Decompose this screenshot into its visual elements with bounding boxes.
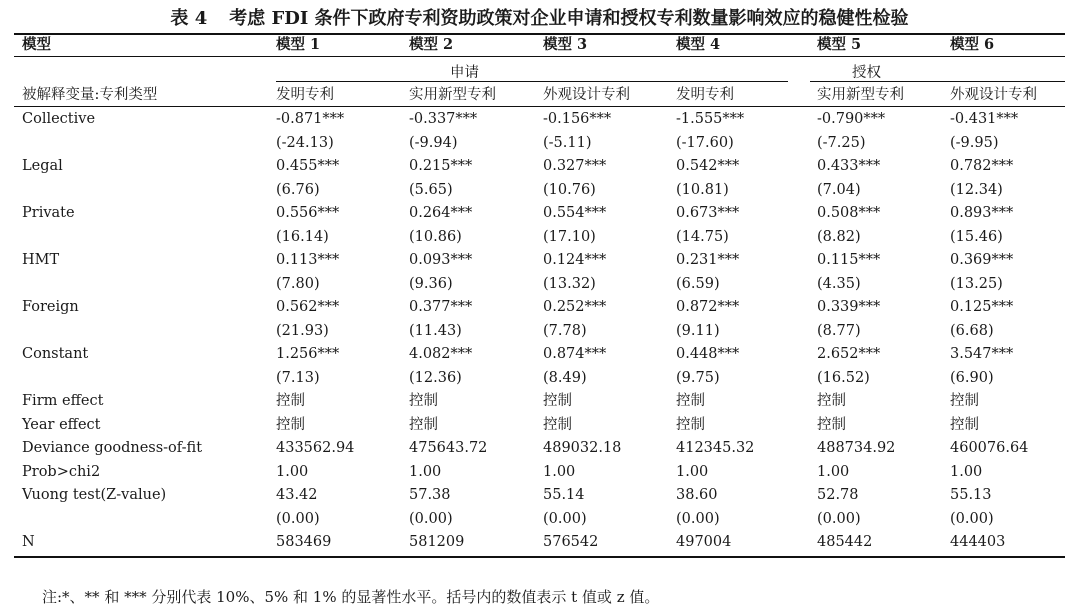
table-cell: 0.673*** (676, 205, 740, 221)
table-cell: 0.782*** (950, 158, 1014, 174)
table-cell: (13.32) (543, 276, 596, 292)
header-model-label: 模型 (22, 36, 51, 53)
table-cell: 43.42 (276, 487, 318, 503)
table-cell: 1.00 (276, 464, 309, 480)
table-cell: 55.13 (950, 487, 992, 503)
table-cell: (7.13) (276, 370, 320, 386)
table-cell: (8.77) (817, 323, 861, 339)
table-cell: 控制 (676, 417, 705, 433)
table-cell: 460076.64 (950, 440, 1029, 456)
table-cell: (13.25) (950, 276, 1003, 292)
table-cell: (-5.11) (543, 135, 592, 151)
table-cell: 0.093*** (409, 252, 473, 268)
table-cell: 0.455*** (276, 158, 340, 174)
table-cell: (7.80) (276, 276, 320, 292)
table-cell: (-9.94) (409, 135, 458, 151)
table-cell: (9.11) (676, 323, 720, 339)
table-cell: 55.14 (543, 487, 585, 503)
group-application: 申请 (450, 65, 479, 81)
table-cell: 576542 (543, 534, 599, 550)
header-rule (14, 56, 1065, 57)
table-cell: (16.14) (276, 229, 329, 245)
row-label: Legal (22, 158, 63, 174)
table-cell: (0.00) (543, 511, 587, 527)
table-cell: 0.113*** (276, 252, 340, 268)
table-cell: (-7.25) (817, 135, 866, 151)
header-model-2: 模型 2 (409, 36, 454, 53)
header-model-6: 模型 6 (950, 36, 995, 53)
patent-type-6: 外观设计专利 (950, 87, 1037, 103)
table-cell: 0.215*** (409, 158, 473, 174)
table-cell: (0.00) (276, 511, 320, 527)
table-cell: (-24.13) (276, 135, 334, 151)
table-cell: (17.10) (543, 229, 596, 245)
table-cell: 0.433*** (817, 158, 881, 174)
table-cell: 3.547*** (950, 346, 1014, 362)
header-model-5: 模型 5 (817, 36, 862, 53)
table-cell: (12.34) (950, 182, 1003, 198)
table-cell: (6.90) (950, 370, 994, 386)
table-cell: (7.04) (817, 182, 861, 198)
table-cell: 0.231*** (676, 252, 740, 268)
row-label: Constant (22, 346, 89, 362)
table-cell: 控制 (950, 393, 979, 409)
table-cell: 0.327*** (543, 158, 607, 174)
row-label: Vuong test(Z-value) (22, 487, 167, 503)
table-cell: (10.81) (676, 182, 729, 198)
patent-type-5: 实用新型专利 (817, 87, 904, 103)
row-label: N (22, 534, 35, 550)
table-cell: 444403 (950, 534, 1006, 550)
table-cell: 0.448*** (676, 346, 740, 362)
subheader-label: 被解释变量:专利类型 (22, 87, 158, 103)
group-rule-application (276, 81, 788, 82)
table-cell: 控制 (276, 417, 305, 433)
table-cell: (12.36) (409, 370, 462, 386)
patent-type-3: 外观设计专利 (543, 87, 630, 103)
table-cell: (7.78) (543, 323, 587, 339)
table-cell: 1.00 (409, 464, 442, 480)
table-cell: 0.369*** (950, 252, 1014, 268)
table-cell: 1.00 (950, 464, 983, 480)
table-cell: 2.652*** (817, 346, 881, 362)
table-cell: -0.871*** (276, 111, 345, 127)
table-cell: (11.43) (409, 323, 462, 339)
row-label: Collective (22, 111, 96, 127)
table-cell: -0.156*** (543, 111, 612, 127)
table-cell: (10.86) (409, 229, 462, 245)
table-cell: 控制 (676, 393, 705, 409)
table-cell: 控制 (817, 393, 846, 409)
table-cell: 0.874*** (543, 346, 607, 362)
patent-type-1: 发明专利 (276, 87, 334, 103)
table-cell: (9.75) (676, 370, 720, 386)
bottom-rule (14, 556, 1065, 558)
row-label: Private (22, 205, 75, 221)
table-cell: 控制 (409, 417, 438, 433)
table-cell: 583469 (276, 534, 332, 550)
table-cell: 1.00 (543, 464, 576, 480)
table-cell: 412345.32 (676, 440, 755, 456)
group-grant: 授权 (852, 65, 881, 81)
header-model-1: 模型 1 (276, 36, 321, 53)
table-cell: (9.36) (409, 276, 453, 292)
table-cell: (0.00) (950, 511, 994, 527)
table-cell: (21.93) (276, 323, 329, 339)
table-cell: 控制 (950, 417, 979, 433)
table-cell: (-9.95) (950, 135, 999, 151)
table-cell: (16.52) (817, 370, 870, 386)
table-cell: 0.554*** (543, 205, 607, 221)
table-cell: 1.00 (676, 464, 709, 480)
table-cell: (0.00) (817, 511, 861, 527)
table-cell: 475643.72 (409, 440, 488, 456)
table-cell: (6.68) (950, 323, 994, 339)
table-cell: 0.339*** (817, 299, 881, 315)
table-cell: (4.35) (817, 276, 861, 292)
subheader-rule (14, 106, 1065, 107)
table-title (0, 4, 1079, 30)
table-cell: -1.555*** (676, 111, 745, 127)
table-cell: 0.508*** (817, 205, 881, 221)
table-cell: 0.377*** (409, 299, 473, 315)
table-cell: 1.256*** (276, 346, 340, 362)
header-model-3: 模型 3 (543, 36, 588, 53)
table-cell: 52.78 (817, 487, 859, 503)
table-cell: 控制 (276, 393, 305, 409)
top-rule (14, 33, 1065, 35)
table-cell: 0.115*** (817, 252, 881, 268)
patent-type-4: 发明专利 (676, 87, 734, 103)
table-cell: 497004 (676, 534, 732, 550)
table-cell: 0.556*** (276, 205, 340, 221)
table-cell: (0.00) (676, 511, 720, 527)
table-cell: 38.60 (676, 487, 718, 503)
table-cell: (-17.60) (676, 135, 734, 151)
table-cell: 0.124*** (543, 252, 607, 268)
table-cell: 489032.18 (543, 440, 622, 456)
table-cell: (6.76) (276, 182, 320, 198)
table-cell: (0.00) (409, 511, 453, 527)
table-cell: 控制 (543, 417, 572, 433)
patent-type-2: 实用新型专利 (409, 87, 496, 103)
row-label: Foreign (22, 299, 79, 315)
table-cell: 581209 (409, 534, 465, 550)
table-note: 注:*、** 和 *** 分别代表 10%、5% 和 1% 的显著性水平。括号内的数值表示 t 值或 z 值。 (42, 588, 660, 606)
table-cell: 4.082*** (409, 346, 473, 362)
table-cell: (8.49) (543, 370, 587, 386)
table-cell: 485442 (817, 534, 873, 550)
header-model-4: 模型 4 (676, 36, 721, 53)
row-label: Year effect (22, 417, 101, 433)
table-cell: (15.46) (950, 229, 1003, 245)
table-caption: 考虑 FDI 条件下政府专利资助政策对企业申请和授权专利数量影响效应的稳健性检验 (229, 8, 909, 29)
table-cell: 0.872*** (676, 299, 740, 315)
row-label: HMT (22, 252, 60, 268)
table-cell: -0.790*** (817, 111, 886, 127)
table-cell: 1.00 (817, 464, 850, 480)
table-cell: (6.59) (676, 276, 720, 292)
row-label: Prob>chi2 (22, 464, 101, 480)
table-cell: 57.38 (409, 487, 451, 503)
table-cell: (10.76) (543, 182, 596, 198)
table-cell: 0.542*** (676, 158, 740, 174)
table-cell: 0.125*** (950, 299, 1014, 315)
table-cell: (14.75) (676, 229, 729, 245)
row-label: Deviance goodness-of-fit (22, 440, 203, 456)
table-cell: 控制 (409, 393, 438, 409)
table-cell: -0.431*** (950, 111, 1019, 127)
table-cell: 控制 (817, 417, 846, 433)
table-cell: (8.82) (817, 229, 861, 245)
table-cell: 0.264*** (409, 205, 473, 221)
table-cell: 0.562*** (276, 299, 340, 315)
table-cell: 433562.94 (276, 440, 355, 456)
table-cell: (5.65) (409, 182, 453, 198)
group-rule-grant (810, 81, 1065, 82)
table-number: 表 4 (170, 8, 208, 29)
table-cell: 控制 (543, 393, 572, 409)
table-cell: 488734.92 (817, 440, 896, 456)
table-cell: -0.337*** (409, 111, 478, 127)
table-cell: 0.252*** (543, 299, 607, 315)
table-cell: 0.893*** (950, 205, 1014, 221)
row-label: Firm effect (22, 393, 104, 409)
